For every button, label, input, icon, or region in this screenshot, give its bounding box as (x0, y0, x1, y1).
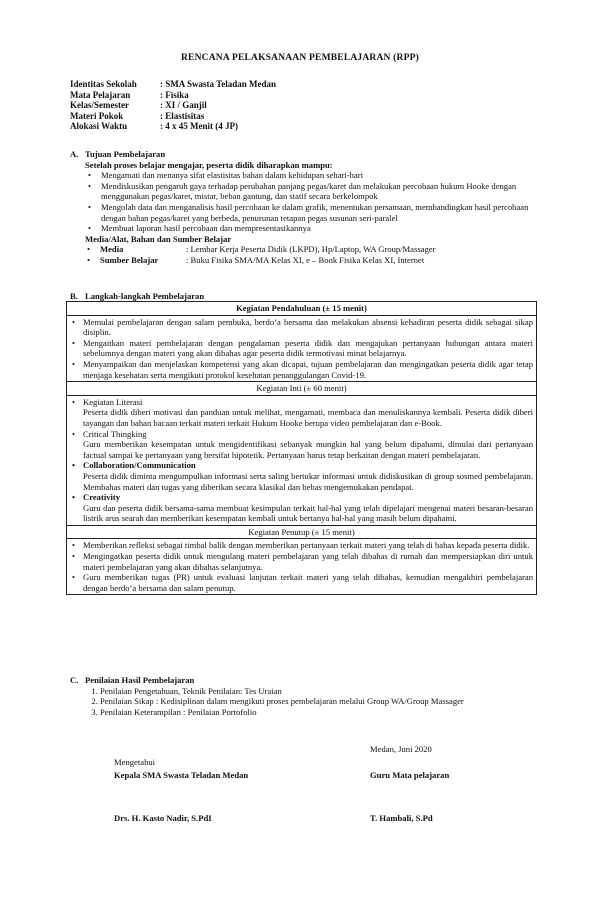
inti-body: Guru dan peserta didik bersama-sama membuat kesimpulan terkait hal-hal yang telah dipelajari mengenai materi besaran-besaran listrik arus searah dan memberikan kesempatan kembali untuk bertanya hal-hal yang masih belum dipahami. (83, 502, 533, 524)
identity-label: Identitas Sekolah (70, 79, 137, 89)
inti-subheading: • Collaboration/Communication (70, 460, 533, 471)
inti-body: Guru memberikan kesempatan untuk mengidentifikasi sebanyak mungkin hal yang belum dipahami, dimulai dari pertanyaan factual sampai ke pertanyaan yang bersifat hipotetik. Pertanyaan harus tetap berkaitan dengan materi pembelajaran. (83, 439, 533, 460)
identity-value: : Elastisitas (160, 110, 205, 121)
table-row (67, 395, 537, 525)
identity-value: : SMA Swasta Teladan Medan (160, 79, 277, 89)
goal-item: • Mendiskusikan pengaruh gaya terhadap perubahan panjang pegas/karet dan melakukan percobaan hukum Hooke dengan menggunakan pegas/karet, mistar, beban gantung, dan statif secara berkelompok (101, 181, 540, 202)
identity-row (70, 121, 276, 132)
inti-body: Peserta didik diberi motivasi dan panduan untuk melihat, mengamati, membaca dan menuliskannya kembali. Peserta didik diberi tayangan dan bahan bacaan terkait materi terkait Hukum Hooke berupa video pembelajaran dan e-Book. (83, 407, 533, 428)
identity-value: : XI / Ganjil (160, 100, 207, 110)
identity-row (70, 100, 276, 111)
list-item: • Memberikan refleksi sebagai timbal balik dengan memberikan pertanyaan terkait materi yang telah di bahas kepada peserta didik. (83, 540, 533, 551)
assessment-list (70, 686, 540, 718)
section-a (70, 149, 540, 266)
section-letter: A. (70, 149, 79, 159)
place-date: Medan, Juni 2020 (370, 744, 432, 754)
identity-block (70, 79, 276, 132)
identity-row (70, 90, 276, 101)
penutup-cell (67, 539, 537, 595)
section-title: Tujuan Pembelajaran (85, 149, 166, 159)
teacher-title: Guru Mata pelajaran (370, 770, 450, 780)
pendahuluan-title: Kegiatan Pendahuluan (± 15 menit) (67, 302, 537, 316)
goal-item: • Membuat laporan hasil percobaan dan mempresentasikannya (101, 223, 540, 234)
list-item: 1. Penilaian Pengetahuan, Teknik Penilaian: Tes Uraian (100, 686, 540, 697)
identity-row (70, 79, 276, 90)
list-item: • Menyampaikan dan menjelaskan kompetensi yang akan dicapai, tujuan pembelajaran dan mengingatkan peserta didik agar tetap menjaga kesehatan serta mengikuti protokol kesehatan penanggulangan Covid-19. (83, 359, 533, 380)
identity-label: Materi Pokok (70, 110, 124, 121)
goals-list (70, 170, 540, 234)
inti-subheading: • Critical Thingking (70, 429, 533, 440)
pendahuluan-list (70, 317, 533, 381)
pendahuluan-cell (67, 315, 537, 382)
section-c-heading (70, 675, 540, 686)
identity-label: Alokasi Waktu (70, 121, 128, 131)
media-heading: Media/Alat, Bahan dan Sumber Belajar (85, 233, 232, 244)
goal-item: • Mengolah data dan menganalisis hasil percobaan ke dalam grafik, menentukan persamaan, membandingkan hasil percobaan dengan bahan pegas/karet yang berbeda, penurunan tetapan pegas susunan seri-paralel (101, 202, 540, 223)
principal-name: Drs. H. Kasto Nadir, S.PdI (114, 813, 212, 823)
inti-title: Kegiatan Inti (± 60 menit) (67, 382, 537, 396)
goals-intro: Setelah proses belajar mengajar, peserta didik diharapkan mampu: (85, 159, 333, 170)
principal-title: Kepala SMA Swasta Teladan Medan (114, 770, 249, 780)
table-row (67, 302, 537, 316)
list-item: • Guru memberikan tugas (PR) untuk evaluasi lanjutan terkait materi yang telah dibahas, kemudian mengakhiri pembelajaran dengan berdo’a bersama dan salam penutup. (83, 572, 533, 593)
penutup-title: Kegiatan Penutup (± 15 menit) (67, 525, 537, 539)
media-row (70, 244, 540, 255)
media-label: • Sumber Belajar (100, 254, 159, 265)
section-a-heading (70, 149, 540, 160)
section-title: Penilaian Hasil Pembelajaran (85, 675, 195, 685)
inti-cell (67, 395, 537, 525)
identity-label: Mata Pelajaran (70, 89, 131, 100)
list-item: • Mengaitkan materi pembelajaran dengan pengalaman peserta didik dan mengajukan pertanyaan hubungan antara materi sebelumnya dengan materi yang akan dibahas agar peserta didik termotivasi minat belajarnya. (83, 338, 533, 359)
list-item: 3. Penilaian Keterampilan : Penilaian Portofolio (100, 707, 540, 718)
table-row (67, 525, 537, 539)
teacher-name: T. Hambali, S.Pd (370, 813, 433, 823)
lesson-steps-table (66, 301, 537, 595)
section-title: Langkah-langkah Pembelajaran (85, 291, 205, 301)
table-row (67, 539, 537, 595)
section-letter: C. (70, 675, 79, 685)
identity-row (70, 111, 276, 122)
table-row (67, 382, 537, 396)
section-b-heading (70, 291, 204, 302)
identity-label: Kelas/Semester (70, 100, 129, 110)
inti-subheading: • Kegiatan Literasi (70, 397, 533, 408)
media-label: • Media (100, 244, 124, 255)
identity-value: : 4 x 45 Menit (4 JP) (160, 121, 238, 131)
document-title: RENCANA PELAKSANAAN PEMBELAJARAN (RPP) (181, 53, 419, 63)
table-row (67, 315, 537, 382)
section-c (70, 675, 540, 717)
media-row (70, 255, 540, 266)
media-value: : Lembar Kerja Peserta Didik (LKPD), Hp/Laptop, WA Group/Massager (186, 244, 436, 255)
list-item: • Memulai pembelajaran dengan salam pembuka, berdo’a bersama dan melakukan absensi kehadiran peserta didik sebagai sikap disiplin. (83, 317, 533, 338)
section-letter: B. (70, 291, 78, 301)
acknowledge-label: Mengetahui (114, 757, 156, 767)
list-item: 2. Penilaian Sikap : Kedisiplinan dalam mengikuti proses pembelajaran melalui Group WA/Group Massager (100, 696, 540, 707)
inti-subheading: • Creativity (70, 492, 533, 503)
penutup-list (70, 540, 533, 593)
inti-body: Peserta didik diminta mengumpulkan informasi serta saling bertukar informasi untuk didiskusikan di group sosmed pembelajaran. Membahas materi dan tugas yang diberikan secara klasikal dan bebas mengemukakan pendapat. (83, 470, 533, 492)
list-item: • Mengingatkan peserta didik untuk mengulang materi pembelajaran yang telah dibahas di rumah dan mempersiapkan diri untuk materi pembelajaran yang akan dibahas selanjutnya. (83, 551, 533, 572)
goal-item: • Mengamati dan menanya sifat elastisitas bahan dalam kehidupan sehari-hari (101, 170, 540, 181)
media-value: : Buku Fisika SMA/MA Kelas XI, e – Book Fisika Kelas XI, Internet (186, 254, 425, 265)
identity-value: : Fisika (160, 89, 189, 100)
